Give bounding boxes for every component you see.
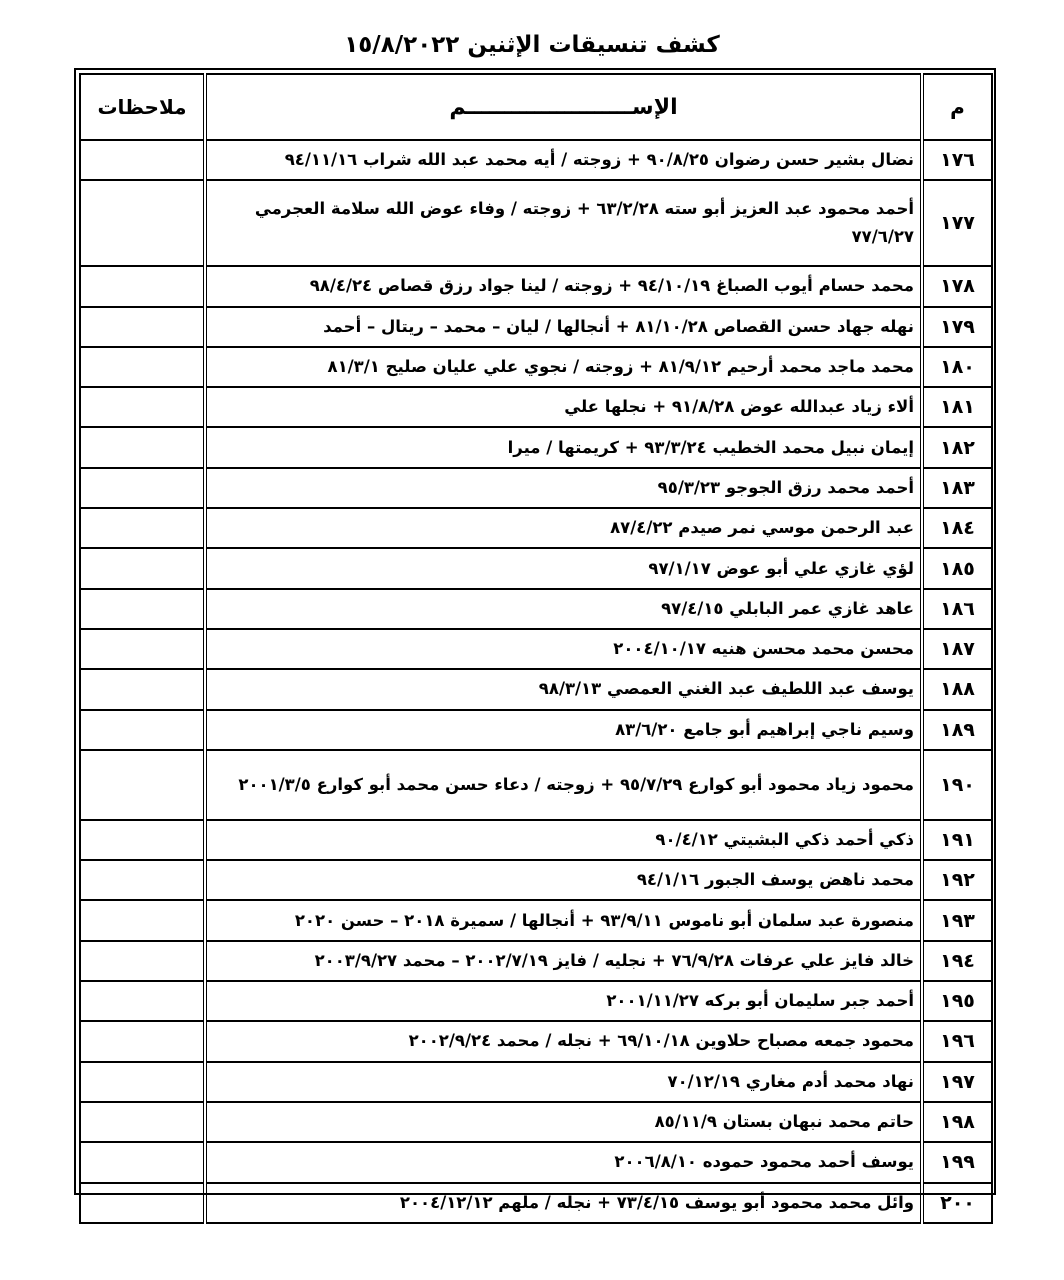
row-number: ١٨١ (922, 387, 992, 427)
table-row (80, 548, 992, 588)
row-name: محمود زياد محمود أبو كوارع ٩٥/٧/٢٩ + زوجته / دعاء حسن محمد أبو كوارع ٢٠٠١/٣/٥ (205, 750, 922, 820)
row-notes (80, 387, 205, 427)
row-number: ١٩٧ (922, 1062, 992, 1102)
header-name: الإســــــــــــــــــــــم (205, 74, 922, 140)
row-notes (80, 820, 205, 860)
row-name: محمد حسام أيوب الصباغ ٩٤/١٠/١٩ + زوجته / لينا جواد رزق قصاص ٩٨/٤/٢٤ (205, 266, 922, 306)
row-notes (80, 468, 205, 508)
table-row (80, 387, 992, 427)
row-name: عاهد غازي عمر البابلي ٩٧/٤/١٥ (205, 589, 922, 629)
row-name: يوسف أحمد محمود حموده ٢٠٠٦/٨/١٠ (205, 1142, 922, 1182)
row-name: نهاد محمد أدم مغاري ٧٠/١٢/١٩ (205, 1062, 922, 1102)
row-name: محمود جمعه مصباح حلاوين ٦٩/١٠/١٨ + نجله / محمد ٢٠٠٢/٩/٢٤ (205, 1021, 922, 1061)
row-name: محمد ناهض يوسف الجبور ٩٤/١/١٦ (205, 860, 922, 900)
row-name: يوسف عبد اللطيف عبد الغني العمصي ٩٨/٣/١٣ (205, 669, 922, 709)
table-row (80, 307, 992, 347)
table-header-row (80, 74, 992, 140)
table-row (80, 1021, 992, 1061)
table-frame (74, 68, 996, 1214)
row-name: ذكي أحمد ذكي البشيتي ٩٠/٤/١٢ (205, 820, 922, 860)
row-number: ١٩١ (922, 820, 992, 860)
table-row (80, 1142, 992, 1182)
row-number: ١٨٦ (922, 589, 992, 629)
table-row (80, 629, 992, 669)
row-notes (80, 266, 205, 306)
page-title: كشف تنسيقات الإثنين ١٥/٨/٢٠٢٢ (344, 32, 720, 58)
row-name: منصورة عبد سلمان أبو ناموس ٩٣/٩/١١ + أنجالها / سميرة ٢٠١٨ – حسن ٢٠٢٠ (205, 900, 922, 940)
row-number: ١٨٧ (922, 629, 992, 669)
row-notes (80, 900, 205, 940)
row-number: ١٨٢ (922, 427, 992, 467)
row-notes (80, 1102, 205, 1142)
table-row (80, 140, 992, 180)
row-number: ١٩٣ (922, 900, 992, 940)
row-number: ١٩٢ (922, 860, 992, 900)
table-row (80, 266, 992, 306)
row-name: إيمان نبيل محمد الخطيب ٩٣/٣/٢٤ + كريمتها / ميرا (205, 427, 922, 467)
row-name: وسيم ناجي إبراهيم أبو جامع ٨٣/٦/٢٠ (205, 710, 922, 750)
row-number: ١٩٥ (922, 981, 992, 1021)
table-row (80, 427, 992, 467)
row-notes (80, 1183, 205, 1223)
row-number: ١٩٦ (922, 1021, 992, 1061)
table-row (80, 589, 992, 629)
table-row (80, 347, 992, 387)
table-row (80, 981, 992, 1021)
row-notes (80, 750, 205, 820)
table-row (80, 1183, 992, 1223)
row-name: عبد الرحمن موسي نمر صيدم ٨٧/٤/٢٢ (205, 508, 922, 548)
row-name: أحمد جبر سليمان أبو بركه ٢٠٠١/١١/٢٧ (205, 981, 922, 1021)
row-notes (80, 427, 205, 467)
row-name: حاتم محمد نبهان بستان ٨٥/١١/٩ (205, 1102, 922, 1142)
header-number: م (922, 74, 992, 140)
row-name: نهله جهاد حسن القصاص ٨١/١٠/٢٨ + أنجالها / ليان – محمد – ريتال – أحمد (205, 307, 922, 347)
row-name: نضال بشير حسن رضوان ٩٠/٨/٢٥ + زوجته / أيه محمد عبد الله شراب ٩٤/١١/١٦ (205, 140, 922, 180)
row-notes (80, 307, 205, 347)
row-number: ١٩٠ (922, 750, 992, 820)
row-notes (80, 860, 205, 900)
table-row (80, 180, 992, 266)
table-row (80, 860, 992, 900)
row-number: ١٨٩ (922, 710, 992, 750)
row-notes (80, 1142, 205, 1182)
row-number: ١٨٤ (922, 508, 992, 548)
coordination-table (79, 73, 993, 1224)
row-number: ١٧٨ (922, 266, 992, 306)
table-row (80, 710, 992, 750)
row-notes (80, 508, 205, 548)
row-notes (80, 347, 205, 387)
row-name: لؤي غازي علي أبو عوض ٩٧/١/١٧ (205, 548, 922, 588)
row-notes (80, 1062, 205, 1102)
row-name: محمد ماجد محمد أرحيم ٨١/٩/١٢ + زوجته / نجوي علي عليان صليح ٨١/٣/١ (205, 347, 922, 387)
row-name: وائل محمد محمود أبو يوسف ٧٣/٤/١٥ + نجله / ملهم ٢٠٠٤/١٢/١٢ (205, 1183, 922, 1223)
row-notes (80, 941, 205, 981)
row-name: ألاء زياد عبدالله عوض ٩١/٨/٢٨ + نجلها علي (205, 387, 922, 427)
row-notes (80, 548, 205, 588)
row-name: أحمد محمد رزق الجوجو ٩٥/٣/٢٣ (205, 468, 922, 508)
row-number: ١٨٠ (922, 347, 992, 387)
table-row (80, 900, 992, 940)
table-row (80, 669, 992, 709)
row-number: ١٧٦ (922, 140, 992, 180)
row-number: ١٧٩ (922, 307, 992, 347)
row-notes (80, 180, 205, 266)
row-notes (80, 140, 205, 180)
row-notes (80, 589, 205, 629)
table-row (80, 468, 992, 508)
row-notes (80, 1021, 205, 1061)
table-row (80, 941, 992, 981)
row-number: ١٨٨ (922, 669, 992, 709)
row-name: خالد فايز علي عرفات ٧٦/٩/٢٨ + نجليه / فايز ٢٠٠٢/٧/١٩ – محمد ٢٠٠٣/٩/٢٧ (205, 941, 922, 981)
table-row (80, 1102, 992, 1142)
row-number: ١٧٧ (922, 180, 992, 266)
row-number: ١٩٨ (922, 1102, 992, 1142)
row-name: محسن محمد محسن هنيه ٢٠٠٤/١٠/١٧ (205, 629, 922, 669)
table-row (80, 820, 992, 860)
row-number: ١٨٣ (922, 468, 992, 508)
header-notes: ملاحظات (80, 74, 205, 140)
table-row (80, 1062, 992, 1102)
row-number: ١٨٥ (922, 548, 992, 588)
row-name: أحمد محمود عبد العزيز أبو سته ٦٣/٢/٢٨ + زوجته / وفاء عوض الله سلامة العجرمي ٧٧/٦/٢٧ (205, 180, 922, 266)
table-row (80, 750, 992, 820)
row-notes (80, 981, 205, 1021)
row-notes (80, 669, 205, 709)
table-row (80, 508, 992, 548)
row-notes (80, 710, 205, 750)
row-number: ١٩٤ (922, 941, 992, 981)
row-number: ٢٠٠ (922, 1183, 992, 1223)
row-notes (80, 629, 205, 669)
row-number: ١٩٩ (922, 1142, 992, 1182)
